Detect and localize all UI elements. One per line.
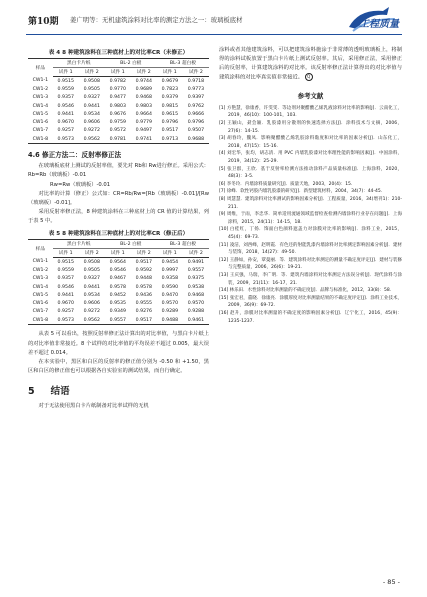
- table4-cell-value: 0.9664: [135, 111, 153, 117]
- table4-cell-value: 0.9666: [187, 111, 205, 117]
- table5-head-t2: 试件 2: [79, 249, 105, 258]
- running-title: 姜广明等：无机建筑涂料对比率的测定方法之一：玻璃板底材: [70, 16, 243, 24]
- table4-cell-value: 0.9441: [57, 111, 74, 117]
- reference-item: [2] 王颖山，聂会颖．乳胶漆用分散剂的快速选择方法[J]．涂料技术与文摘，2006，27(6)：14-15.: [219, 121, 402, 134]
- table4-head-t1: 试件 1: [53, 68, 79, 77]
- table4-cell-value: 0.9562: [79, 135, 105, 144]
- table5-head-t1: 试件 1: [53, 249, 79, 258]
- table5-cell-value: 0.9670: [57, 301, 74, 307]
- section-number: 5: [28, 385, 35, 397]
- table4-cell-value: 0.9534: [83, 111, 100, 117]
- table5-cell-value: 0.9590: [161, 284, 179, 290]
- table5-cell-value: 0.9349: [109, 309, 126, 315]
- reference-item: [11] 凌洁，刘西峰，赵明霞．有色还的射能乳漆内墙涂料对比率测定影响因素分析[J]．建材与装饰，2018，14(27)：49-50.: [219, 242, 402, 256]
- reference-item: [8] 周慧慧．建筑涂料对比率测试的影响因素分析[J]．工程质量，2016，34(增刊1)：210-211.: [219, 197, 402, 210]
- table4-head-t2: 试件 2: [183, 68, 209, 77]
- table4-head-sub3: BL-3 超白板: [157, 59, 209, 68]
- table4-cell-sample: CW1-7: [32, 128, 49, 134]
- table4-row: [28, 94, 209, 102]
- table4-cell-value: 0.9803: [135, 103, 153, 109]
- table4-cell-value: 0.9515: [57, 78, 74, 84]
- table4-cell-sample: CW1-8: [28, 135, 53, 144]
- table5-cell-value: 0.9515: [57, 259, 74, 265]
- table4-cell-value: 0.9572: [109, 128, 126, 134]
- svg-text:工程质量: 工程质量: [359, 19, 399, 30]
- paragraph: 对比率的计算（修正）公式如：CR=Rb/Rw=[Rb（玻璃板）-0.01]/[Rw（玻璃板）-0.01]。: [28, 190, 209, 206]
- section-title: 结语: [50, 385, 70, 397]
- table5-cell-sample: CW1-1: [32, 259, 49, 265]
- table4-cell-value: 0.9815: [161, 103, 179, 109]
- table5-cell-value: 0.9467: [109, 276, 126, 282]
- table4-cell-value: 0.9477: [109, 95, 126, 101]
- table5-cell-value: 0.9570: [187, 301, 205, 307]
- table4-cell-sample: CW1-4: [32, 103, 49, 109]
- table4-cell-value: 0.9559: [57, 86, 74, 92]
- table5-cell-value: 0.9436: [135, 292, 153, 298]
- table4-cell-value: 0.9441: [83, 103, 100, 109]
- table4-cell-value: 0.9379: [161, 95, 179, 101]
- table4-cell-value: 0.9770: [109, 86, 126, 92]
- reference-list: [219, 105, 402, 325]
- page-number: - 85 -: [382, 578, 400, 586]
- paragraph: 在本实验中，黑区和白区的反射率的修正值分别为 -0.50 和 +1.50，黑区和白区的修正值也可以根据各自实验室的测试结果，而自行确定。: [28, 358, 209, 374]
- table5-cell-value: 0.9592: [135, 267, 153, 273]
- table5-row: [28, 291, 209, 299]
- table4-cell-value: 0.9327: [83, 95, 100, 101]
- table4-row: [28, 127, 209, 135]
- table4-cell-value: 0.9546: [57, 103, 74, 109]
- table4-cell-sample: CW1-6: [32, 120, 49, 126]
- table4-cell-value: 0.9257: [57, 128, 74, 134]
- table4-row: [28, 102, 209, 110]
- table4-head-sub2: BL-2 白板: [105, 59, 157, 68]
- table4-cell-value: 0.9606: [83, 120, 100, 126]
- paragraph: [219, 46, 402, 83]
- table4-cell-value: 0.9718: [187, 78, 205, 84]
- table5-cell-value: 0.9257: [57, 309, 74, 315]
- table5-cell-value: 0.9461: [183, 316, 209, 325]
- table5-cell-sample: CW1-4: [32, 284, 49, 290]
- formula: Rw=Rw（玻璃板）-0.01: [50, 181, 111, 188]
- table5-cell-value: 0.9441: [57, 292, 74, 298]
- section-4-6-heading: 4.6 修正方法二：反射率修正法: [28, 151, 122, 160]
- references-title: 参考文献: [297, 91, 324, 100]
- table5-cell-sample: CW1-7: [32, 309, 49, 315]
- reference-item: [5] 张卫群，王欣．基于反射率检测方法推动涂料产品质量标准[J]．上海涂料，2020，48(3)：3-5.: [219, 166, 402, 180]
- table4-cell-value: 0.9744: [135, 78, 153, 84]
- table5-cell-value: 0.9358: [161, 276, 179, 282]
- table4-cell-value: 0.9468: [135, 95, 153, 101]
- reference-item: [1] 方艳慧，徐康香，许雯雯．等边剂对聚醋酸乙烯乳液涂料对比率的影响[J]．云南化工，2019，46(10)：100-101，103.: [219, 105, 402, 119]
- table5-head-t2: 试件 2: [131, 249, 157, 258]
- reference-item: [9] 周维，于雨，李忠华．简单适用流通领域监督检查检测内墙涂料行业存在问题[J]．上海涂料，2015，24(11)：14-15，18.: [219, 212, 402, 225]
- reference-item: [4] 刘宏华，张均，胡志清．用 PVC 内墙乳胶漆对比率理性能的影响因素[J]．中国涂料，2019，34(12)：25-29.: [219, 151, 402, 165]
- table5-cell-value: 0.9517: [135, 259, 153, 265]
- header-rule: [26, 34, 402, 35]
- table4-head-sub1: 黑白卡片纸: [53, 59, 105, 68]
- table5-cell-value: 0.9468: [187, 292, 205, 298]
- page-header: [0, 0, 427, 42]
- table5-row: [28, 300, 209, 308]
- table5-row: [28, 283, 209, 291]
- reference-item: [13] 王庆强，马瑞，李广明．等．建筑内墙涂料对比率测定方法误分析[J]．现代涂料与涂装，2009，21(11)：16-17，21.: [219, 272, 402, 286]
- table4-head-t1: 试件 1: [105, 68, 131, 77]
- paragraph: 采用反射率修正法，8 种建筑涂料在三种底材上的 CR 值的计算结果，列于表 5 中。: [28, 208, 209, 224]
- table5-cell-value: 0.9578: [135, 284, 153, 290]
- table5-row: [28, 308, 209, 316]
- table5-cell-sample: CW1-8: [28, 316, 53, 325]
- table5-cell-value: 0.9272: [83, 309, 100, 315]
- reference-item: [3] 胡春玲，魏凤．影响聚醋酸乙烯乳胶涂料黏度和对比率的因素分析[J]．山东化工，2018，47(15)：15-16.: [219, 136, 402, 149]
- table4-row: [28, 85, 209, 93]
- table4-cell-value: 0.9782: [109, 78, 126, 84]
- table4-head-t1: 试件 1: [157, 68, 183, 77]
- table4-head-t2: 试件 2: [131, 68, 157, 77]
- table5-head-t1: 试件 1: [157, 249, 183, 258]
- table4-cell-value: 0.9773: [187, 86, 205, 92]
- table5-row: [28, 316, 209, 325]
- table4-cell-value: 0.9615: [161, 111, 179, 117]
- table4-cell-value: 0.9713: [157, 135, 183, 144]
- table4-cell-value: 0.9779: [135, 120, 153, 126]
- table4-cell-sample: CW1-1: [32, 78, 49, 84]
- table5-cell-value: 0.9573: [53, 316, 79, 325]
- table5-head-sample: 样品: [28, 240, 53, 258]
- table5-cell-value: 0.9557: [105, 316, 131, 325]
- table5-cell-value: 0.9448: [135, 276, 153, 282]
- table5-cell-sample: CW1-2: [32, 267, 49, 273]
- table5-cell-value: 0.9997: [161, 267, 179, 273]
- table4-cell-value: 0.9507: [187, 128, 205, 134]
- table4-cell-value: 0.9741: [131, 135, 157, 144]
- table5-cell-value: 0.9276: [135, 309, 153, 315]
- table5-cell-value: 0.9564: [109, 259, 126, 265]
- table5-cell-value: 0.9546: [109, 267, 126, 273]
- table4-cell-value: 0.7823: [161, 86, 179, 92]
- table4-row: [28, 110, 209, 118]
- table4-cell-value: 0.9796: [187, 120, 205, 126]
- table5-row: [28, 275, 209, 283]
- table4-cell-value: 0.9508: [83, 78, 100, 84]
- table4-cell-value: 0.9762: [187, 103, 205, 109]
- reference-item: [14] 林乐田．水性涂料对比率测量的不确定度[J]．品牌与标准化，2012，33(8)：58.: [219, 288, 392, 294]
- reference-item: [7] 徐峰．软性钙胶内墙乳胶漆的研究[J]．新型建筑材料，2004，34(7)：44-45.: [219, 189, 383, 195]
- table4-cell-value: 0.9759: [109, 120, 126, 126]
- table5-caption: 表 5 8 种建筑涂料在三种底材上的对比率CR（修正后）: [48, 231, 189, 238]
- table5-head-t1: 试件 1: [105, 249, 131, 258]
- table4-cell-sample: CW1-2: [32, 86, 49, 92]
- table5-cell-value: 0.9578: [109, 284, 126, 290]
- section-5-heading: [28, 383, 209, 397]
- table5-cell-value: 0.9452: [109, 292, 126, 298]
- table5-cell-value: 0.9517: [131, 316, 157, 325]
- table4-cell-value: 0.9272: [83, 128, 100, 134]
- reference-item: [15] 张宏君，董晓．徐康亮．涂膜厚度对比率测量结果的不确定度评定[J]．涂料工业技术，2009，36(9)：69-72.: [219, 295, 402, 309]
- table4-cell-value: 0.9676: [109, 111, 126, 117]
- table5-cell-value: 0.9546: [57, 284, 74, 290]
- table5: [28, 239, 209, 325]
- table5-cell-value: 0.9505: [83, 267, 100, 273]
- reference-item: [10] 白桂红，丁扬．饰面白色颜料遮盖力对涂膜对比率的影响[J]．涂料工业，2015，45(4)：69-73.: [219, 227, 402, 240]
- journal-logo-icon: [343, 5, 401, 35]
- table4-cell-value: 0.9781: [105, 135, 131, 144]
- paragraph: 从表 5 可以看出，按照反射率修正法计算出的对比率值，与黑白卡片纸上的对比率值非常接近。8 个试样的对比率值的平均误差不超过 0.005，最大误差不超过 0.014。: [28, 331, 209, 356]
- paragraph: 在玻璃板底材上测试的反射率值，要先对 Rb和 Rw进行修正。采用公式：Rb=Rb（玻璃板）-0.01: [28, 163, 210, 179]
- table5-cell-value: 0.9534: [83, 292, 100, 298]
- table4-cell-value: 0.9689: [135, 86, 153, 92]
- table4-cell-sample: CW1-5: [32, 111, 49, 117]
- table4-row: [28, 135, 209, 144]
- table5-cell-value: 0.9327: [83, 276, 100, 282]
- table5-cell-value: 0.9606: [83, 301, 100, 307]
- table4-cell-value: 0.9803: [109, 103, 126, 109]
- table4-cell-value: 0.9670: [57, 120, 74, 126]
- table5-cell-value: 0.9288: [187, 309, 205, 315]
- table5-cell-value: 0.9454: [161, 259, 179, 265]
- left-column: [28, 46, 209, 411]
- table4-head-sample: 样品: [28, 59, 53, 77]
- table5-cell-value: 0.9470: [161, 292, 179, 298]
- table5-cell-value: 0.9508: [83, 259, 100, 265]
- table5-row: [28, 258, 209, 267]
- table5-cell-value: 0.9559: [57, 267, 74, 273]
- table4-cell-value: 0.9505: [83, 86, 100, 92]
- table5-cell-value: 0.9375: [187, 276, 205, 282]
- table4-cell-value: 0.9497: [135, 128, 153, 134]
- end-mark-icon: Q: [305, 73, 313, 81]
- table4-cell-sample: CW1-3: [32, 95, 49, 101]
- table4-row: [28, 118, 209, 126]
- table4-cell-value: 0.9679: [161, 78, 179, 84]
- table4-cell-value: 0.9517: [161, 128, 179, 134]
- table4-head-t2: 试件 2: [79, 68, 105, 77]
- reference-item: [16] 赵升，涂膜对比率测量的不确定度的影响因素分析[J]．辽宁化工，2016，45(9)：1235-1237.: [219, 310, 402, 324]
- table5-head-sub2: BL-2 白板: [105, 240, 157, 249]
- table5-cell-value: 0.9570: [161, 301, 179, 307]
- table5-cell-value: 0.9555: [135, 301, 153, 307]
- right-column: [219, 46, 402, 325]
- table5-cell-value: 0.9289: [161, 309, 179, 315]
- table5-cell-value: 0.9538: [187, 284, 205, 290]
- table4: [28, 58, 209, 144]
- table5-cell-value: 0.9562: [79, 316, 105, 325]
- table5-cell-value: 0.9488: [157, 316, 183, 325]
- conclusion-text: 涂料或者其他建筑涂料，可以把建筑涂料施涂于非常薄的透明玻璃板上，将制得的涂料试板放置于黑白卡片纸上测试反射率。其后，采用修正法，采用修正后的反射率，计算建筑涂料的对比率。该反射率修正法计算得出的对比率值与建筑涂料的对比率真实值非常接近。: [219, 47, 402, 81]
- table4-caption: 表 4 8 种建筑涂料在三种底材上的对比率CR（未修正）: [48, 50, 189, 56]
- table5-cell-value: 0.9441: [83, 284, 100, 290]
- table5-cell-value: 0.9357: [57, 276, 74, 282]
- issue-number: 第10期: [28, 17, 59, 27]
- table4-cell-value: 0.9357: [57, 95, 74, 101]
- table5-head-sub3: BL-3 超白板: [157, 240, 209, 249]
- table5-cell-value: 0.9535: [109, 301, 126, 307]
- reference-item: [12] 王静如，孙安，覃曼丽．等．建筑涂料对比率测定的测量不确定度评定[J]．建材与装修与完整质量，2006，26(6)：19-21.: [219, 257, 402, 271]
- table4-cell-value: 0.9573: [53, 135, 79, 144]
- table5-cell-sample: CW1-5: [32, 292, 49, 298]
- table4-row: [28, 77, 209, 86]
- table5-cell-value: 0.9491: [187, 259, 205, 265]
- table5-cell-sample: CW1-6: [32, 301, 49, 307]
- table5-cell-sample: CW1-3: [32, 276, 49, 282]
- table5-row: [28, 266, 209, 274]
- table4-cell-value: 0.9397: [187, 95, 205, 101]
- table4-cell-value: 0.9796: [161, 120, 179, 126]
- table4-cell-value: 0.9688: [183, 135, 209, 144]
- paragraph: 对于无法使用黑白卡片纸制备对比率试样的无机: [38, 402, 149, 409]
- reference-item: [6] 李冬玲．内墙涂料质量研究[J]．质量天地，2003，20(4)：15.: [219, 181, 353, 187]
- table5-cell-value: 0.9557: [187, 267, 205, 273]
- table5-head-t2: 试件 2: [183, 249, 209, 258]
- table5-head-sub1: 黑白卡片纸: [53, 240, 105, 249]
